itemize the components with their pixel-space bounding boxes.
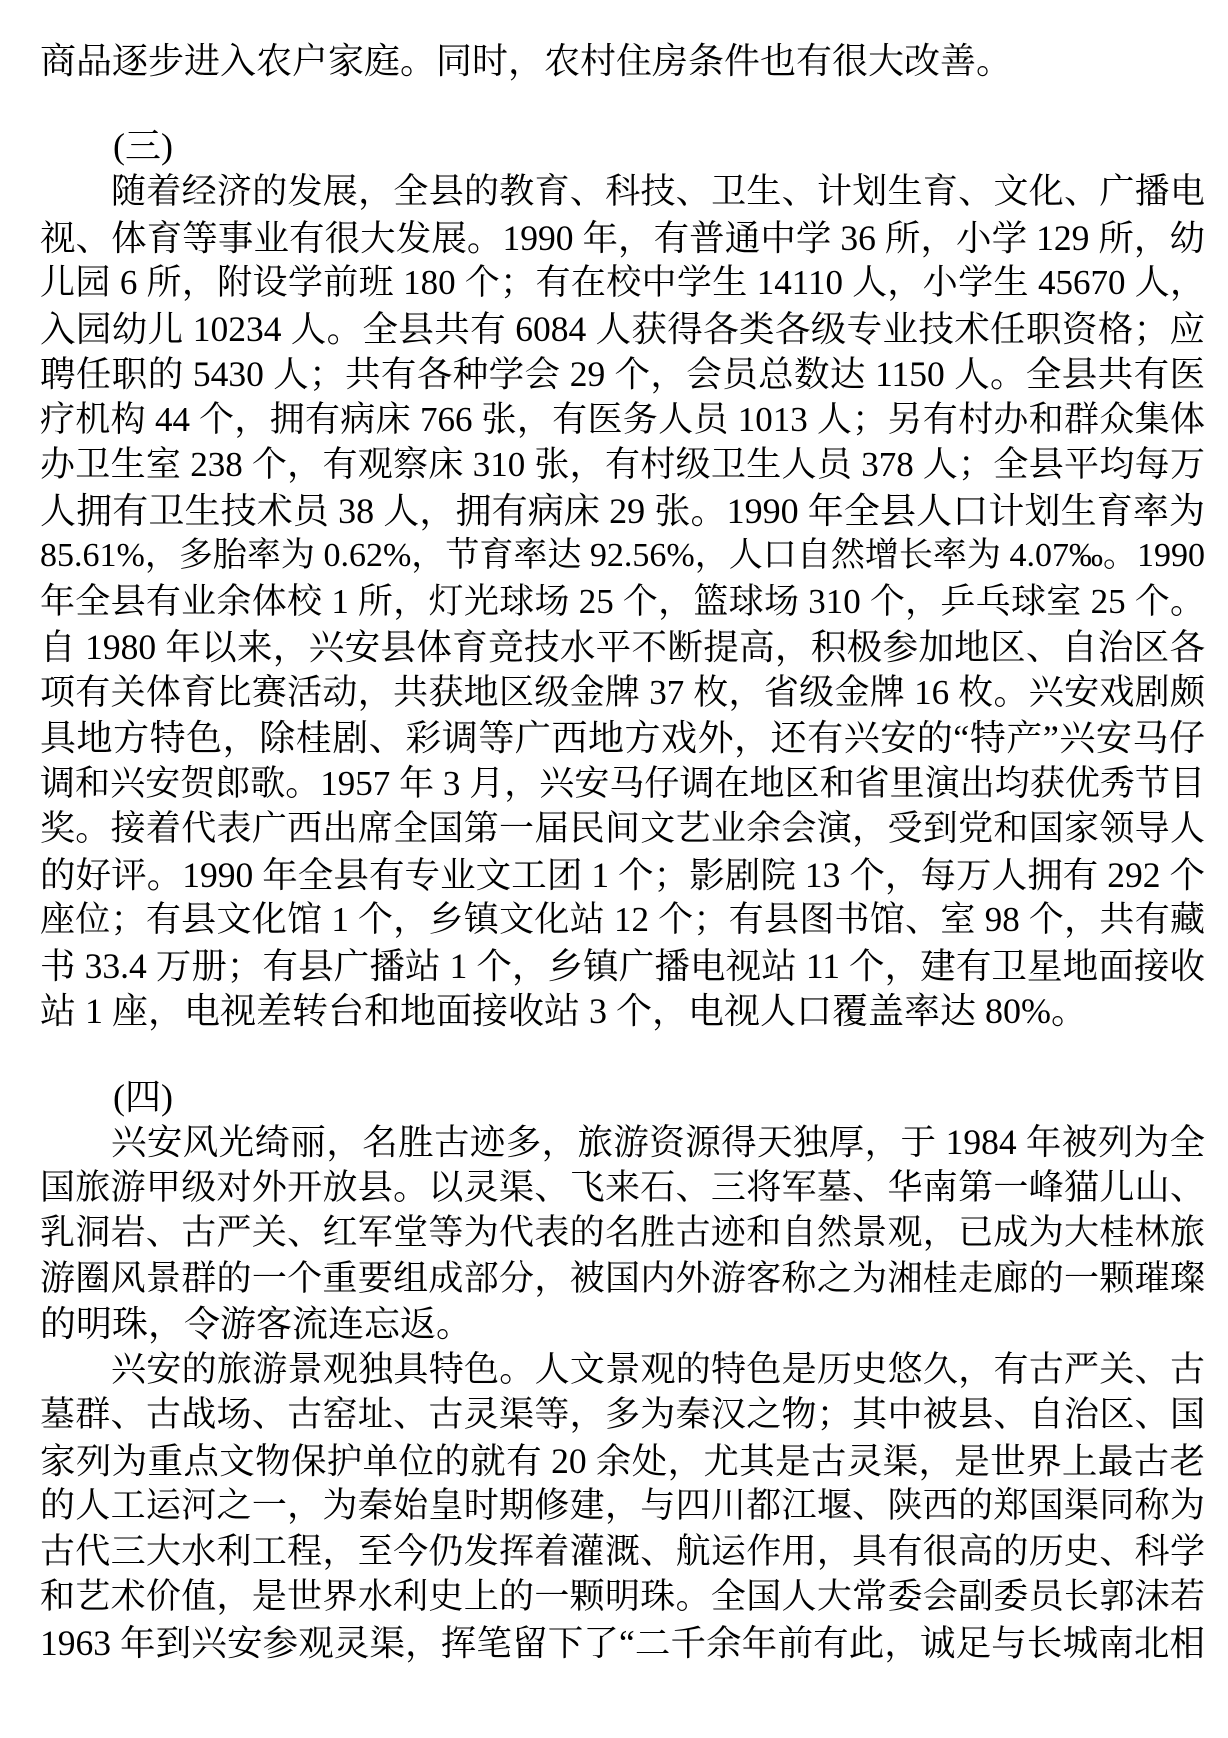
paragraph-line: 墓群、古战场、古窑址、古灵渠等，多为秦汉之物；其中被县、自治区、国 (40, 1395, 1205, 1434)
paragraph-line: 兴安的旅游景观独具特色。人文景观的特色是历史悠久，有古严关、古 (111, 1349, 1205, 1389)
paragraph-line: 和艺术价值，是世界水利史上的一颗明珠。全国人大常委会副委员长郭沫若 (40, 1577, 1205, 1616)
paragraph-line: 年全县有业余体校 1 所，灯光球场 25 个，篮球场 310 个，乒乓球室 25 个。 (40, 581, 1205, 621)
paragraph-line: 具地方特色，除桂剧、彩调等广西地方戏外，还有兴安的“特产”兴安马仔 (40, 718, 1205, 758)
paragraph-line: 入园幼儿 10234 人。全县共有 6084 人获得各类各级专业技术任职资格；应 (40, 308, 1205, 349)
paragraph-line: 项有关体育比赛活动，共获地区级金牌 37 枚，省级金牌 16 枚。兴安戏剧颇 (40, 672, 1205, 712)
paragraph-line: 的明珠，令游客流连忘返。 (40, 1304, 473, 1344)
paragraph-line: 疗机构 44 个，拥有病床 766 张，有医务人员 1013 人；另有村办和群众集体 (40, 399, 1205, 439)
paragraph-line: 儿园 6 所，附设学前班 180 个；有在校中学生 14110 人，小学生 45670 人， (40, 263, 1205, 302)
paragraph-line: 古代三大水利工程，至今仍发挥着灌溉、航运作用，具有很高的历史、科学 (40, 1531, 1205, 1571)
paragraph-line: 办卫生室 238 个，有观察床 310 张，有村级卫生人员 378 人；全县平均每万 (40, 445, 1205, 484)
section-heading-3: (三) (113, 126, 173, 166)
paragraph-line: 自 1980 年以来，兴安县体育竞技水平不断提高，积极参加地区、自治区各 (40, 627, 1205, 667)
section-heading-4: (四) (113, 1077, 173, 1117)
paragraph-line: 商品逐步进入农户家庭。同时，农村住房条件也有很大改善。 (40, 41, 1013, 81)
paragraph-line: 游圈风景群的一个重要组成部分，被国内外游客称之为湘桂走廊的一颗璀璨 (40, 1258, 1205, 1298)
paragraph-line: 兴安风光绮丽，名胜古迹多，旅游资源得天独厚，于 1984 年被列为全 (111, 1122, 1205, 1162)
paragraph-line: 奖。接着代表广西出席全国第一届民间文艺业余会演，受到党和国家领导人 (40, 809, 1205, 848)
paragraph-line: 的人工运河之一，为秦始皇时期修建，与四川都江堰、陕西的郑国渠同称为 (40, 1486, 1205, 1525)
paragraph-line: 书 33.4 万册；有县广播站 1 个，乡镇广播电视站 11 个，建有卫星地面接收 (40, 945, 1205, 986)
paragraph-line: 家列为重点文物保护单位的就有 20 余处，尤其是古灵渠，是世界上最古老 (40, 1440, 1205, 1481)
paragraph-line: 视、体育等事业有很大发展。1990 年，有普通中学 36 所，小学 129 所，幼 (40, 217, 1205, 258)
paragraph-line: 的好评。1990 年全县有专业文工团 1 个；影剧院 13 个，每万人拥有 292 个 (40, 854, 1205, 895)
paragraph-line: 国旅游甲级对外开放县。以灵渠、飞来石、三将军墓、华南第一峰猫儿山、 (40, 1167, 1205, 1207)
paragraph-line: 85.61%，多胎率为 0.62%，节育率达 92.56%，人口自然增长率为 4.07‰。1990 (40, 537, 1205, 574)
paragraph-line: 乳洞岩、古严关、红军堂等为代表的名胜古迹和自然景观，已成为大桂林旅 (40, 1213, 1205, 1252)
paragraph-line: 调和兴安贺郎歌。1957 年 3 月，兴安马仔调在地区和省里演出均获优秀节目 (40, 763, 1205, 803)
paragraph-line: 座位；有县文化馆 1 个，乡镇文化站 12 个；有县图书馆、室 98 个，共有藏 (40, 900, 1205, 939)
paragraph-line: 站 1 座，电视差转台和地面接收站 3 个，电视人口覆盖率达 80%。 (40, 991, 1087, 1031)
paragraph-line: 随着经济的发展，全县的教育、科技、卫生、计划生育、文化、广播电 (111, 172, 1205, 211)
paragraph-line: 聘任职的 5430 人；共有各种学会 29 个，会员总数达 1150 人。全县共有医 (40, 354, 1205, 394)
paragraph-line: 人拥有卫生技术员 38 人，拥有病床 29 张。1990 年全县人口计划生育率为 (40, 490, 1205, 531)
paragraph-line: 1963 年到兴安参观灵渠，挥笔留下了“二千余年前有此，诚足与长城南北相 (40, 1622, 1205, 1663)
